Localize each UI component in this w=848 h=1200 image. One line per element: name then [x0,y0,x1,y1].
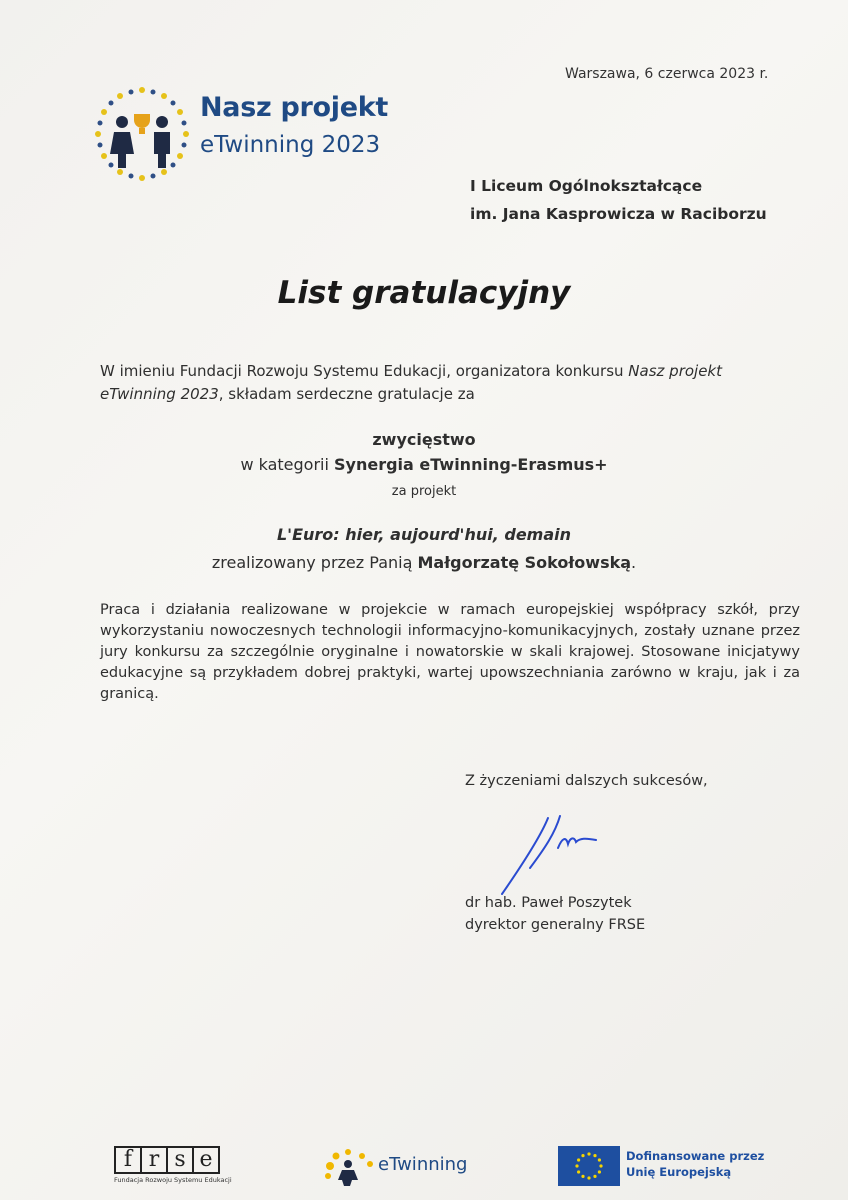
recipient-school: I Liceum Ogólnokształcące [470,177,703,195]
eu-funding-line1: Dofinansowane przez [626,1149,765,1163]
logo-subtitle: eTwinning 2023 [200,132,381,158]
closing-line: Z życzeniami dalszych sukcesów, [465,773,708,789]
project-label: za projekt [391,484,457,499]
letter-title: List gratulacyjny [277,275,571,311]
eu-funding-logo [558,1146,765,1186]
frse-letter-f: f [114,1146,142,1174]
award-result: zwycięstwo [372,430,476,449]
intro-text: W imieniu Fundacji Rozwoju Systemu Edukacji, organizatora konkursu [100,362,629,380]
intro-paragraph [100,360,800,406]
project-title: L'Euro: hier, aujourd'hui, demain [276,525,572,544]
realized-suffix: . [631,553,637,572]
body-paragraph: Praca i działania realizowane w projekcie w ramach europejskiej współpracy szkół, przy wykorzystaniu nowoczesnych technologii informacyjno-komunikacyjnych, zostały uznane przez jury konkursu za szczególnie oryginalne i nowatorskie w skali krajowej. Stosowane inicjatywy edukacyjne są przykładem dobrej praktyki, wartej upowszechniania zarówno w kraju, jak i za granicą. [100,602,800,702]
signer-name: dr hab. Paweł Poszytek [465,895,632,911]
project-teacher [0,553,848,572]
intro-text-end: , składam serdeczne gratulacje za [218,385,475,403]
realized-prefix: zrealizowany przez Panią [211,553,418,572]
recipient-school-patron: im. Jana Kasprowicza w Raciborzu [470,205,767,223]
frse-letter-r: r [140,1146,168,1174]
frse-letter-e: e [192,1146,220,1174]
signature-icon [500,808,640,898]
frse-letter-s: s [166,1146,194,1174]
category-name: Synergia eTwinning-Erasmus+ [334,455,608,474]
eu-flag-icon [558,1146,620,1186]
frse-logo [114,1146,232,1184]
etwinning-logo [322,1148,468,1192]
etwinning-stars-icon [322,1148,378,1188]
signer-role: dyrektor generalny FRSE [465,917,646,933]
letter-date: Warszawa, 6 czerwca 2023 r. [565,66,769,82]
contest-name: Nasz projekt eTwinning 2023 [100,362,722,403]
etwinning-contest-logo-icon [92,84,192,184]
eu-funding-line2: Unię Europejską [626,1165,732,1179]
etwinning-label: eTwinning [378,1154,468,1175]
category-prefix: w kategorii [240,455,335,474]
frse-caption: Fundacja Rozwoju Systemu Edukacji [114,1176,232,1184]
recipient-block [470,172,767,228]
award-category [0,455,848,474]
logo-title: Nasz projekt [200,92,389,123]
eu-funding-text [626,1148,764,1180]
teacher-name: Małgorzatę Sokołowską [417,553,632,572]
signer-block [465,892,645,936]
